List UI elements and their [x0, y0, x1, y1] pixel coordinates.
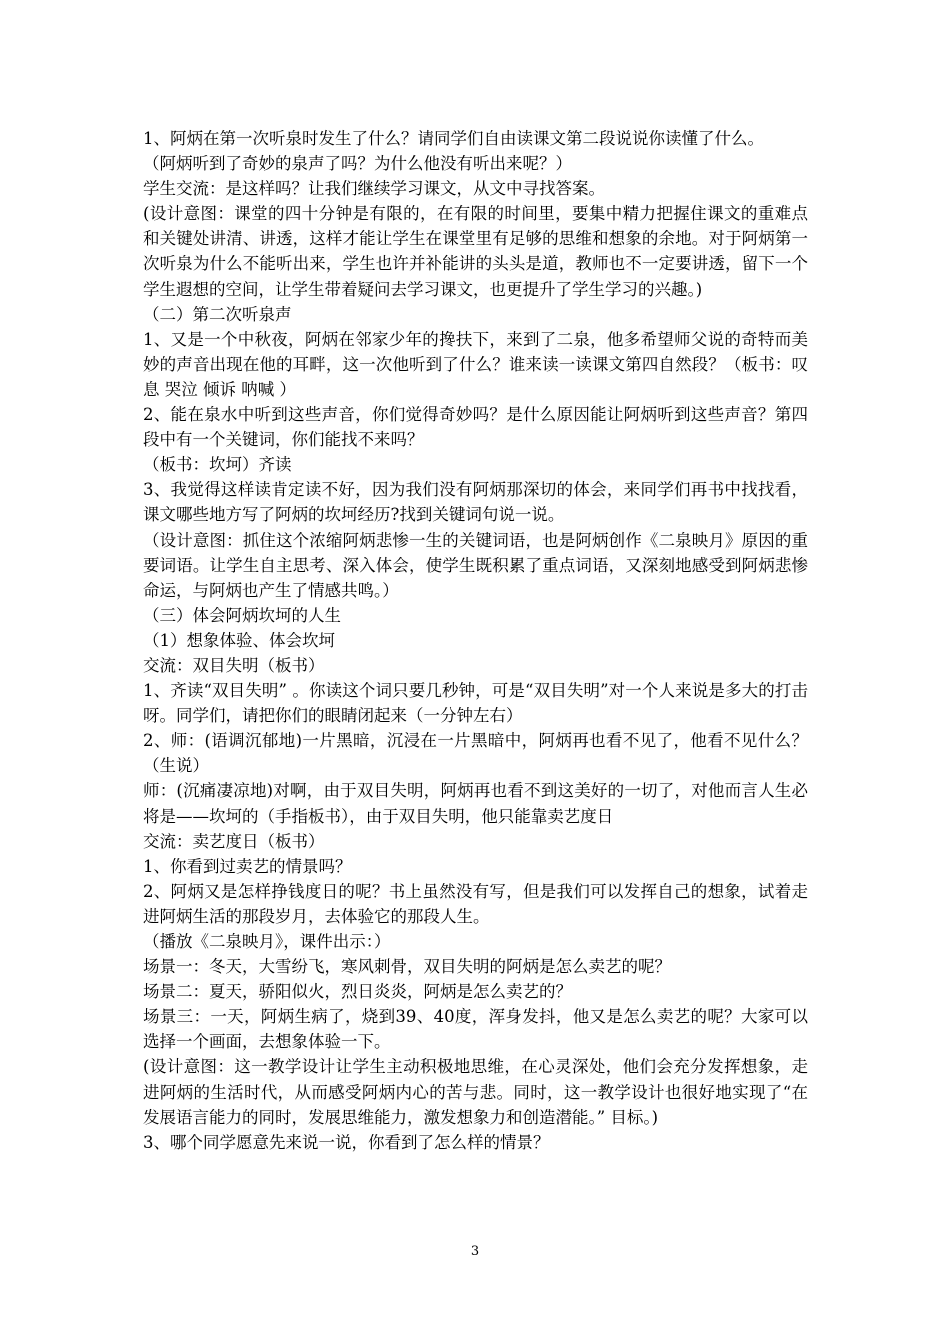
paragraph-prompt: （阿炳听到了奇妙的泉声了吗？为什么他没有听出来呢？）: [143, 154, 572, 174]
paragraph-busking-q2: 2、阿炳又是怎样挣钱度日的呢？书上虽然没有写，但是我们可以发挥自己的想象，试着走进阿炳生活的那段岁月，去体验它的那段人生。: [143, 881, 808, 926]
paragraph-scene-1: 场景一：冬天，大雪纷飞，寒风刺骨，双目失明的阿炳是怎么卖艺的呢？: [143, 957, 671, 977]
paragraph-item-1: 1、又是一个中秋夜，阿炳在邻家少年的搀扶下，来到了二泉，他多希望师父说的奇特而美妙的声音出现在他的耳畔，这一次他听到了什么？谁来读一读课文第四自然段？（板书：叹息 哭泣 倾诉 呐喊 ）: [143, 329, 808, 399]
paragraph-play-music: （播放《二泉映月》，课件出示：）: [143, 932, 391, 951]
paragraph-scene-2: 场景二：夏天，骄阳似火，烈日炎炎，阿炳是怎么卖艺的？: [143, 982, 572, 1002]
paragraph-teacher-sad: 师：(沉痛凄凉地)对啊，由于双目失明，阿炳再也看不到这美好的一切了，对他而言人生必将是——坎坷的（手指板书），由于双目失明，他只能靠卖艺度日: [143, 781, 808, 826]
subsection-heading-imagine: （1）想象体验、体会坎坷: [143, 630, 335, 650]
paragraph-item-2: 2、能在泉水中听到这些声音，你们觉得奇妙吗？是什么原因能让阿炳听到这些声音？第四段中有一个关键词，你们能找不来吗？: [143, 405, 808, 450]
paragraph-exchange-busking: 交流：卖艺度日（板书）: [143, 831, 325, 851]
paragraph-blackboard: （板书：坎坷）齐读: [143, 455, 292, 475]
paragraph-exchange-blind: 交流：双目失明（板书）: [143, 655, 325, 675]
page-number: 3: [470, 1244, 480, 1259]
paragraph-scene-3: 场景三：一天，阿炳生病了，烧到39、40度，浑身发抖，他又是怎么卖艺的呢？大家可以选择一个画面，去想象体验一下。: [143, 1007, 808, 1052]
paragraph-item-3: 3、我觉得这样读肯定读不好，因为我们没有阿炳那深切的体会，来同学们再书中找找看，课文哪些地方写了阿炳的坎坷经历?找到关键词句说一说。: [143, 480, 808, 525]
section-heading-second-listening: （二）第二次听泉声: [143, 304, 292, 324]
body-text: [143, 126, 808, 1155]
paragraph-design-intent-1: (设计意图：课堂的四十分钟是有限的，在有限的时间里，要集中精力把握住课文的重难点和关键处讲清、讲透，这样才能让学生在课堂里有足够的思维和想象的余地。对于阿炳第一次听泉为什么不能听出来，学生也许并补能讲的头头是道，教师也不一定要讲透，留下一个学生遐想的空间，让学生带着疑问去学习课文，也更提升了学生学习的兴趣。): [143, 204, 808, 299]
paragraph-busking-q1: 1、你看到过卖艺的情景吗？: [143, 856, 352, 876]
paragraph-design-intent-3: (设计意图：这一教学设计让学生主动积极地思维，在心灵深处，他们会充分发挥想象，走进阿炳的生活时代，从而感受阿炳内心的苦与悲。同时，这一教学设计也很好地实现了“在发展语言能力的同时，发展思维能力，激发想象力和创造潜能。” 目标。): [143, 1057, 808, 1127]
paragraph-question-3: 3、哪个同学愿意先来说一说，你看到了怎么样的情景？: [143, 1132, 550, 1152]
paragraph-read-blind: 1、齐读“双目失明” 。你读这个词只要几秒钟，可是“双目失明”对一个人来说是多大的打击呀。同学们，请把你们的眼睛闭起来（一分钟左右）: [143, 681, 808, 726]
paragraph-design-intent-2: （设计意图：抓住这个浓缩阿炳悲惨一生的关键词语，也是阿炳创作《二泉映月》原因的重要词语。让学生自主思考、深入体会，使学生既积累了重点词语，又深刻地感受到阿炳悲惨命运，与阿炳也产生了情感共鸣。）: [143, 530, 808, 600]
paragraph-question-1: 1、阿炳在第一次听泉时发生了什么？请同学们自由读课文第二段说说你读懂了什么。: [143, 129, 764, 148]
section-heading-hardship: （三）体会阿炳坎坷的人生: [143, 605, 341, 625]
paragraph-student-exchange: 学生交流：是这样吗？让我们继续学习课文，从文中寻找答案。: [143, 179, 605, 199]
paragraph-teacher-dark: 2、师：(语调沉郁地)一片黑暗，沉浸在一片黑暗中，阿炳再也看不见了，他看不见什么？（生说）: [143, 731, 808, 776]
